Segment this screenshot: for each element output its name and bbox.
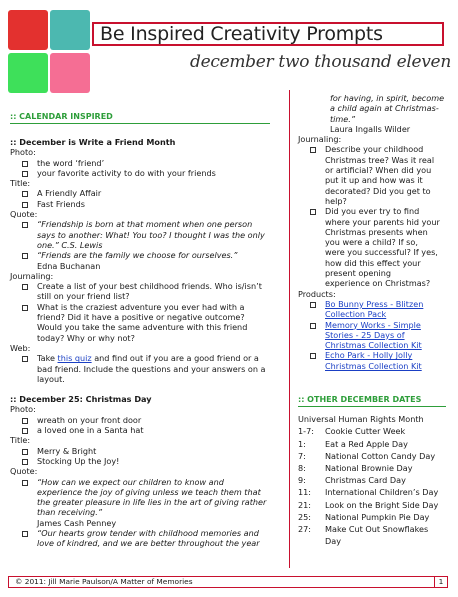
- date-row: [298, 499, 450, 511]
- quote-line: love of kindred, and we are better throughout the year: [37, 538, 260, 549]
- left-content: [10, 137, 290, 549]
- journal-line: how did this effect your: [325, 257, 421, 268]
- journaling-label: Journaling:: [298, 134, 342, 145]
- quote-line: experience the joy of giving unless we teach them that: [37, 486, 261, 497]
- list-item: A Friendly Affair: [10, 188, 290, 198]
- list-item: a loved one in a Santa hat: [10, 425, 290, 435]
- list-item: [298, 144, 450, 206]
- date-name: Make Cut Out Snowflakes: [325, 523, 429, 534]
- web-text: and find out if you are a good friend or a: [91, 353, 259, 364]
- journal-line: experience on Christmas?: [325, 278, 431, 289]
- quote-line: the greater pleasure in life lies in the art of giving rather: [37, 497, 267, 508]
- date-name: Eat a Red Apple Day: [325, 438, 408, 449]
- page-number: 1: [434, 577, 447, 587]
- list-item: wreath on your front door: [10, 415, 290, 425]
- quote-label: Quote:: [10, 466, 38, 477]
- date-day: 9:: [298, 475, 306, 486]
- product-link[interactable]: [298, 299, 450, 320]
- product-link[interactable]: [298, 320, 450, 351]
- date-row: [298, 523, 450, 535]
- quote-author: James Cash Penney: [37, 517, 117, 528]
- journal-line: friend? Did it have a positive or negative outcome?: [37, 312, 245, 323]
- date-name: National Cotton Candy Day: [325, 450, 436, 461]
- journal-line: Did you ever try to find: [325, 206, 420, 217]
- web-line: bad friend. Include the questions and your answers on a: [37, 363, 266, 374]
- friend-month-heading: :: December is Write a Friend Month: [10, 137, 176, 147]
- journal-line: Describe your childhood: [325, 144, 424, 155]
- web-label: Web:: [10, 342, 31, 353]
- product-link-line[interactable]: Stories - 25 Days of: [325, 329, 405, 340]
- quote-item: [10, 219, 290, 250]
- list-item: [10, 281, 290, 302]
- title-label: Title:: [10, 435, 31, 446]
- journal-line: Christmas tree? Was it real: [325, 154, 435, 165]
- journal-line: Would you take the same adventure with this friend: [37, 322, 248, 333]
- list-item: the word ‘friend’: [10, 158, 290, 168]
- date-day: 27:: [298, 523, 312, 534]
- quote-line: “Friendship is born at that moment when one person: [37, 219, 253, 230]
- journal-line: where your parents hid your: [325, 216, 440, 227]
- journal-line: Christmas presents when: [325, 226, 428, 237]
- quote-line: time.”: [330, 113, 356, 124]
- quote-label: Quote:: [10, 209, 38, 220]
- month-label: Universal Human Rights Month: [298, 414, 424, 425]
- list-item: Stocking Up the Joy!: [10, 456, 290, 466]
- date-day: 11:: [298, 487, 312, 498]
- journal-line: you were a child? If so,: [325, 237, 418, 248]
- date-day: 7:: [298, 450, 306, 461]
- list-item: your favorite activity to do with your friends: [10, 168, 290, 178]
- list-item: [298, 206, 450, 288]
- quote-line: than receiving.”: [37, 507, 103, 518]
- date-row: [298, 425, 450, 437]
- journal-line: Create a list of your best childhood friends. Who is/isn’t: [37, 281, 262, 292]
- list-item: Fast Friends: [10, 199, 290, 209]
- date-row: [298, 486, 450, 498]
- page-title: Be Inspired Creativity Prompts: [100, 23, 383, 45]
- quote-item: “Friends are the family we choose for ourselves.”: [10, 250, 290, 260]
- list-item: [10, 302, 290, 343]
- date-day: 1:: [298, 438, 306, 449]
- date-line-continued: Day: [325, 536, 341, 547]
- product-link-line[interactable]: Bo Bunny Press - Blitzen: [325, 298, 424, 309]
- list-item: Merry & Bright: [10, 446, 290, 456]
- date-day: 21:: [298, 499, 312, 510]
- journal-line: help?: [325, 195, 347, 206]
- list-item: [10, 353, 290, 384]
- date-day: 25:: [298, 511, 312, 522]
- quote-line: one.” C.S. Lewis: [37, 239, 103, 250]
- date-row: [298, 462, 450, 474]
- column-divider: [289, 90, 290, 568]
- quote-line: a child again at Christmas-: [330, 103, 439, 114]
- journaling-label: Journaling:: [10, 270, 54, 281]
- quote-line: says to another: What! You too? I thought I was the only: [37, 229, 265, 240]
- title-label: Title:: [10, 178, 31, 189]
- quote-item: [10, 477, 290, 518]
- product-link-line[interactable]: Christmas Collection Kit: [325, 340, 422, 351]
- christmas-day-heading: :: December 25: Christmas Day: [10, 394, 152, 405]
- quote-item: [10, 528, 290, 549]
- journal-line: decorated? Did you get to: [325, 185, 431, 196]
- quiz-link[interactable]: this quiz: [57, 353, 92, 364]
- date-row: [298, 450, 450, 462]
- photo-label: Photo:: [10, 404, 36, 415]
- quote-line: for having, in spirit, become: [330, 93, 445, 103]
- products-label: Products:: [298, 288, 336, 299]
- logo-square-pink: [50, 53, 90, 93]
- date-day: 1-7:: [298, 426, 314, 437]
- right-content: [298, 93, 450, 547]
- journal-line: What is the craziest adventure you ever had with a: [37, 301, 245, 312]
- web-text: Take: [37, 353, 58, 364]
- product-link-line[interactable]: Christmas Collection Kit: [325, 360, 422, 371]
- date-name: National Pumpkin Pie Day: [325, 511, 430, 522]
- journal-line: still on your friend list?: [37, 291, 130, 302]
- date-row: [298, 474, 450, 486]
- product-link-line[interactable]: Collection Pack: [325, 309, 387, 320]
- footer: [8, 576, 448, 588]
- date-name: International Children’s Day: [325, 487, 439, 498]
- left-section-rule: [10, 123, 270, 124]
- quote-author: Edna Buchanan: [37, 260, 101, 271]
- left-column: [10, 112, 285, 122]
- quote-author: Laura Ingalls Wilder: [330, 123, 411, 134]
- product-link-line[interactable]: Memory Works - Simple: [325, 319, 421, 330]
- photo-label: Photo:: [10, 147, 36, 158]
- logo-square-green: [8, 53, 48, 93]
- logo-square-red: [8, 10, 48, 50]
- journal-line: or artificial? When did you: [325, 165, 432, 176]
- date-row: [298, 438, 450, 450]
- quote-continued: [298, 93, 450, 124]
- date-name: Christmas Card Day: [325, 475, 406, 486]
- date-name: Look on the Bright Side Day: [325, 499, 439, 510]
- dates-list: [298, 425, 450, 535]
- journal-line: were you successful? If yes,: [325, 247, 438, 258]
- section-other-dates: :: OTHER DECEMBER DATES: [298, 395, 422, 405]
- footer-copyright: © 2011: Jill Marie Paulson/A Matter of Memories: [15, 577, 193, 586]
- date-row: [298, 511, 450, 523]
- journal-line: present opening: [325, 268, 392, 279]
- date-day: 8:: [298, 462, 306, 473]
- right-section-rule: [298, 406, 446, 407]
- journal-line: put it up and how was it: [325, 175, 423, 186]
- product-link[interactable]: [298, 350, 450, 371]
- journal-line: today? Why or why not?: [37, 332, 135, 343]
- web-line: layout.: [37, 373, 65, 384]
- date-name: National Brownie Day: [325, 462, 413, 473]
- quote-line: “Our hearts grow tender with childhood memories and: [37, 527, 259, 538]
- product-link-line[interactable]: Echo Park - Holly Jolly: [325, 350, 413, 361]
- date-name: Cookie Cutter Week: [325, 426, 406, 437]
- title-box: [92, 22, 444, 46]
- section-calendar-inspired: :: CALENDAR INSPIRED: [10, 112, 113, 121]
- logo-square-teal: [50, 10, 90, 50]
- quote-line: “How can we expect our children to know and: [37, 476, 224, 487]
- page-subtitle: december two thousand eleven: [190, 52, 451, 72]
